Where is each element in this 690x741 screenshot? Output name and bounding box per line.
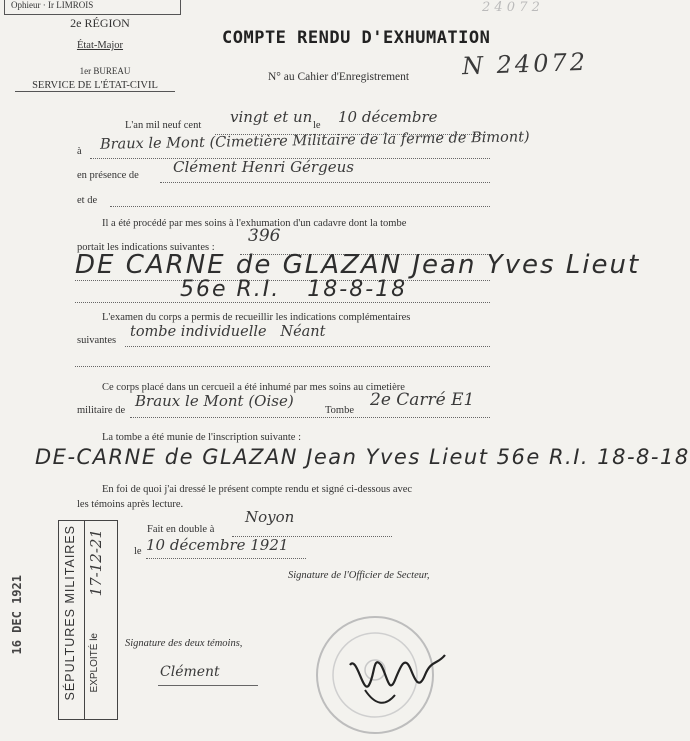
militaire-value: Braux le Mont (Oise) [135,392,294,410]
militaire-label: militaire de [77,405,126,416]
tomb-number: 396 [248,226,281,246]
date2-value: 10 décembre 1921 [146,536,289,554]
inscription-line2: 56e R.I. 18-8-18 [180,277,408,302]
munie-text: La tombe a été munie de l'inscription suivante : [102,432,302,443]
region-label: 2e RÉGION [70,16,130,30]
le-label: le [313,120,321,131]
top-stamp-box [4,0,181,15]
suivantes-label: suivantes [77,335,117,346]
final-inscription: DE-CARNE de GLAZAN Jean Yves Lieut 56e R.I. 18-8-18 [35,445,690,469]
day-value: 10 décembre [338,108,438,126]
suivantes-value: tombe individuelle Néant [130,324,326,340]
blank-dotline1 [75,366,490,367]
year-label: L'an mil neuf cent [125,120,202,131]
place-value: Braux le Mont (Cimetière Militaire de la ferme de Bimont) [99,129,530,153]
service-label: SERVICE DE L'ÉTAT-CIVIL [15,80,175,92]
sepultures-text: SÉPULTURES MILITAIRES [63,525,77,701]
procede-text: Il a été procédé par mes soins à l'exhumation d'un cadavre dont la tombe [102,218,407,229]
inscription-line1: DE CARNE de GLAZAN Jean Yves Lieut [75,250,641,280]
portait-label: portait les indications suivantes : [77,242,215,253]
presence-label: en présence de [77,170,139,181]
witness-sig-label: Signature des deux témoins, [125,638,243,649]
fait-value: Noyon [245,508,295,526]
a-label: à [77,146,82,157]
tombe-value: 2e Carré E1 [370,390,475,410]
registry-label: N° au Cahier d'Enregistrement [268,71,410,83]
bureau-label: 1er BUREAU [79,66,131,76]
witness-dotline [158,685,258,686]
presence-dotline [160,182,490,183]
militaire-dotline [130,417,490,418]
date2-dotline [146,558,306,559]
sepultures-stamp [58,520,118,720]
year-value: vingt et un [230,108,313,126]
witness-signature: Clément [160,664,220,680]
corner-number: 2 4 0 7 2 [482,0,540,15]
et-de-label: et de [77,195,98,206]
exploite-label: EXPLOITÉ le [89,633,100,693]
etat-major-label: État-Major [76,40,124,51]
en-foi-line1: En foi de quoi j'ai dressé le présent compte rendu et signé ci-dessous avec [102,484,413,495]
top-stamp-text: Ophieur · Ir LIMROIS [11,0,94,10]
officer-signature [345,635,455,715]
page-title: COMPTE RENDU D'EXHUMATION [222,28,491,48]
officer-sig-label: Signature de l'Officier de Secteur, [288,570,430,581]
en-foi-line2: les témoins après lecture. [77,499,184,510]
tombe-label: Tombe [325,405,355,416]
fait-label: Fait en double à [147,524,215,535]
presence-value: Clément Henri Gérgeus [173,158,354,176]
le2-label: le [134,546,142,557]
corps-text: Ce corps placé dans un cercueil a été inhumé par mes soins au cimetière [102,382,405,393]
registry-number: N 24072 [461,47,589,81]
suivantes-dotline [125,346,490,347]
date-stamp: 16 DEC 1921 [10,575,24,655]
inscription-dotline2 [75,302,490,303]
et-de-dotline [110,206,490,207]
exploite-value: 17-12-21 [87,529,105,597]
stamp-divider [84,521,85,719]
examen-text: L'examen du corps a permis de recueillir les indications complémentaires [102,312,411,323]
